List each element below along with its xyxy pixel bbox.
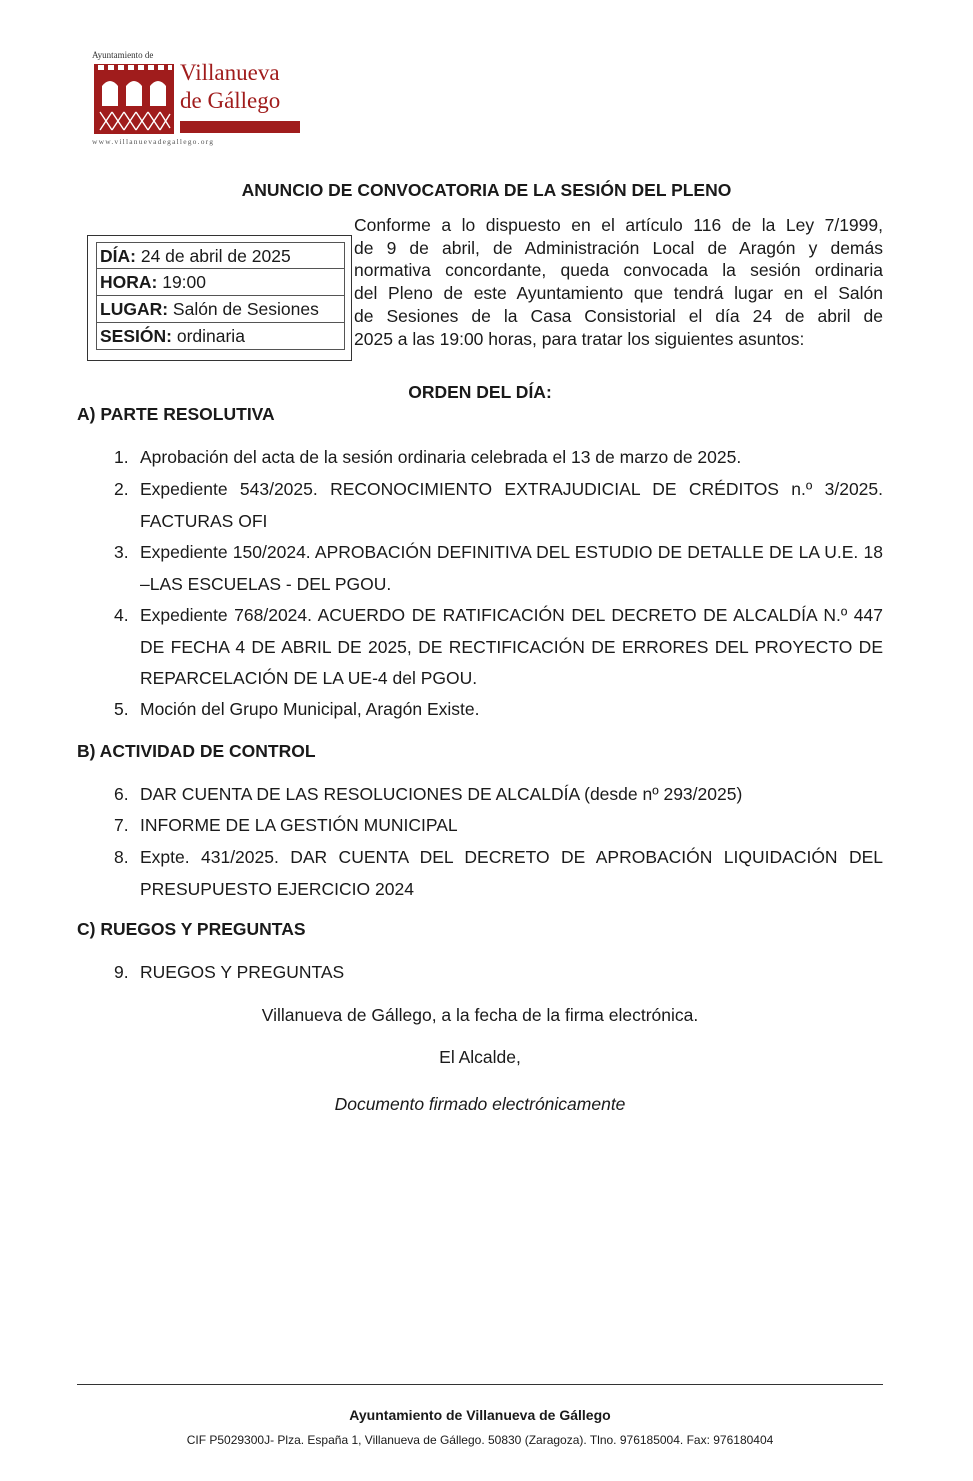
hora-value: 19:00 [157,272,207,292]
sesion-value: ordinaria [171,326,245,346]
agenda-item [114,694,883,726]
intro-line: del Pleno de este Ayuntamiento que tendrá lugar en el Salón [354,283,883,304]
item-text: RUEGOS Y PREGUNTAS [140,962,345,982]
item-number: 6. [114,784,129,804]
agenda-item [114,600,883,695]
agenda-heading: ORDEN DEL DÍA: [408,382,552,402]
lugar-value: Salón de Sesiones [168,299,319,319]
place-date: Villanueva de Gállego, a la fecha de la firma electrónica. [261,1005,699,1025]
agenda-item [114,474,883,537]
item-number: 8. [114,847,129,867]
intro-line: Conforme a lo dispuesto en el artículo 116 de la Ley 7/1999, [354,215,883,235]
footer-organization: Ayuntamiento de Villanueva de Gállego [349,1407,611,1423]
municipality-logo [88,50,303,150]
item-number: 9. [114,962,129,982]
item-text: Expediente 150/2024. APROBACIÓN DEFINITIVA DEL ESTUDIO DE DETALLE DE LA U.E. 18 –LAS ESCUELAS - DEL PGOU. [140,542,883,594]
logo-name-line1: Villanueva [180,60,280,85]
agenda-item [114,957,883,989]
info-sesion [96,323,345,350]
item-text: DAR CUENTA DE LAS RESOLUCIONES DE ALCALDÍA (desde nº 293/2025) [140,784,743,804]
lugar-label: LUGAR: [100,299,169,319]
section-b-heading: B) ACTIVIDAD DE CONTROL [77,741,316,761]
item-number: 7. [114,815,129,835]
item-number: 5. [114,699,129,719]
item-number: 3. [114,542,129,562]
item-text: INFORME DE LA GESTIÓN MUNICIPAL [140,815,458,835]
item-number: 2. [114,479,129,499]
logo-bar [180,121,300,133]
intro-line: normativa concordante, queda convocada la sesión ordinaria [354,260,883,281]
page-title: ANUNCIO DE CONVOCATORIA DE LA SESIÓN DEL PLENO [241,180,732,200]
agenda-item [114,810,883,842]
item-number: 4. [114,605,129,625]
footer-divider [77,1384,883,1385]
intro-line: de 9 de abril, de Administración Local de Aragón y demás [354,237,883,258]
agenda-item [114,537,883,600]
info-lugar [96,296,345,323]
intro-line: de Sesiones de la Casa Consistorial el día 24 de abril de [354,305,883,326]
footer-contact-info: CIF P5029300J- Plza. España 1, Villanueva de Gállego. 50830 (Zaragoza). Tlno. 976185004. Fax: 976180404 [186,1433,774,1447]
hora-label: HORA: [100,272,158,292]
electronic-signature-note: Documento firmado electrónicamente [334,1094,626,1114]
logo-caption: Ayuntamiento de [92,50,154,60]
section-c-heading: C) RUEGOS Y PREGUNTAS [77,919,306,939]
dia-label: DÍA: [100,246,136,266]
item-text: Expte. 431/2025. DAR CUENTA DEL DECRETO DE APROBACIÓN LIQUIDACIÓN DEL PRESUPUESTO EJERCICIO 2024 [140,847,883,899]
info-dia [96,242,345,269]
dia-value: 24 de abril de 2025 [135,246,291,266]
signer-title: El Alcalde, [439,1047,521,1067]
castle-emblem-icon [92,62,176,136]
sesion-label: SESIÓN: [100,326,172,346]
intro-paragraph [354,214,883,350]
info-hora [96,269,345,296]
item-text: Expediente 543/2025. RECONOCIMIENTO EXTRAJUDICIAL DE CRÉDITOS n.º 3/2025. FACTURAS OFI [140,479,883,531]
agenda-item [114,842,883,905]
agenda-item [114,779,883,811]
item-number: 1. [114,447,129,467]
agenda-item [114,442,883,474]
section-a-heading: A) PARTE RESOLUTIVA [77,404,275,424]
intro-line: 2025 a las 19:00 horas, para tratar los siguientes asuntos: [354,328,805,349]
item-text: Expediente 768/2024. ACUERDO DE RATIFICACIÓN DEL DECRETO DE ALCALDÍA N.º 447 DE FECHA 4 DE ABRIL DE 2025, DE RECTIFICACIÓN DE ERRORES DEL PROYECTO DE REPARCELACIÓN DE LA UE-4 del PGOU. [140,605,883,688]
item-text: Moción del Grupo Municipal, Aragón Existe. [140,699,480,719]
session-info-box [87,235,352,361]
logo-name-line2: de Gállego [180,88,281,113]
logo-url: www.villanuevadegallego.org [92,137,215,146]
item-text: Aprobación del acta de la sesión ordinaria celebrada el 13 de marzo de 2025. [140,447,742,467]
